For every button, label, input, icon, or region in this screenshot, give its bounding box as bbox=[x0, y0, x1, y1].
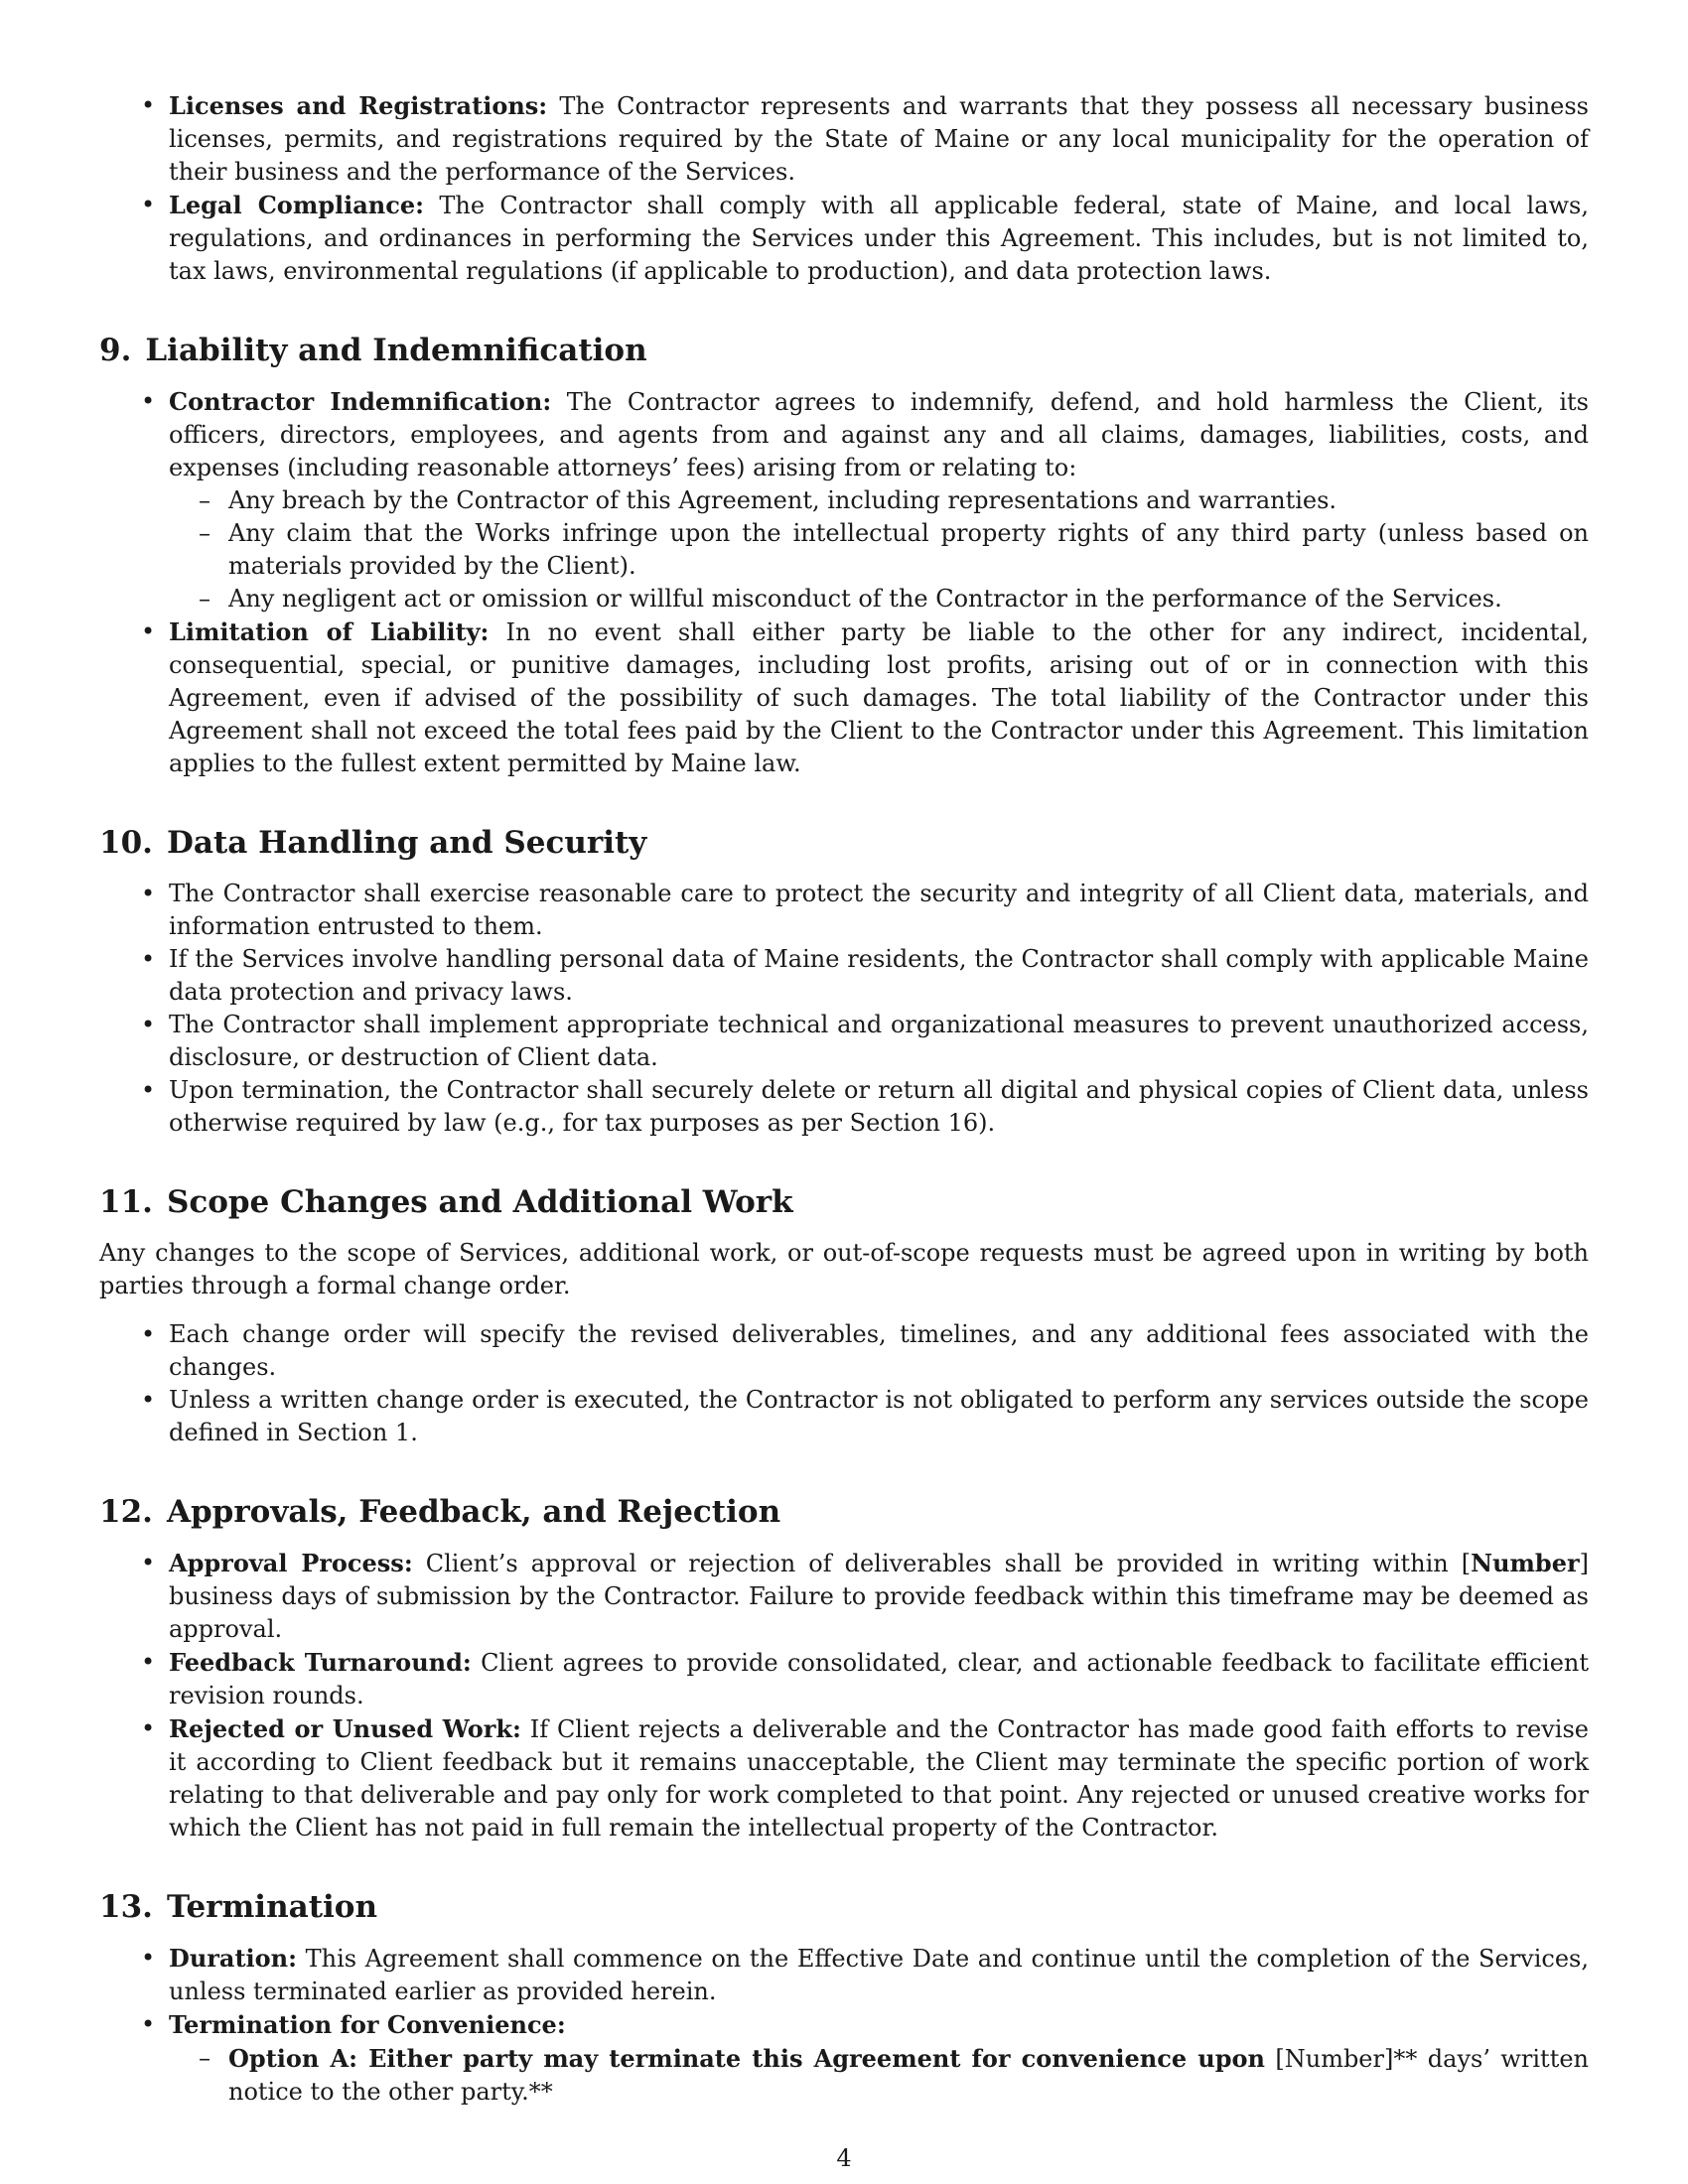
item-text: [Number]** days’ written notice to the other party.** bbox=[228, 2045, 1589, 2106]
list-item bbox=[99, 1547, 1589, 1646]
list-item bbox=[99, 1942, 1589, 2008]
item-label: Feedback Turnaround: bbox=[169, 1648, 472, 1677]
list-item: • Each change order will specify the revised deliverables, timelines, and any additional fees associated with the changes. bbox=[99, 1318, 1589, 1384]
item-label: Legal Compliance: bbox=[169, 191, 424, 219]
section-number: 11. bbox=[99, 1184, 153, 1220]
item-text: In no event shall either party be liable to the other for any indirect, incidental, consequential, special, or punitive damages, including lost profits, arising out of or in connection with this Agreement, even if advised of the possibility of such damages. The total liability of the Contractor under this Agreement shall not exceed the total fees paid by the Client to the Contractor under this Agreement. This limitation applies to the fullest extent permitted by Maine law. bbox=[169, 618, 1589, 777]
section-title: Data Handling and Security bbox=[166, 825, 647, 861]
item-label: Rejected or Unused Work: bbox=[169, 1714, 521, 1743]
item-text: Client agrees to provide consolidated, clear, and actionable feedback to facilitate efficient revision rounds. bbox=[169, 1649, 1589, 1709]
item-text: The Contractor agrees to indemnify, defend, and hold harmless the Client, its officers, directors, employees, and agents from and against any and all claims, damages, liabilities, costs, and expenses (including reasonable attorneys’ fees) arising from or relating to: bbox=[169, 388, 1589, 481]
section-number: 9. bbox=[99, 333, 132, 368]
list-item bbox=[99, 189, 1589, 288]
page-number: 4 bbox=[836, 2144, 852, 2172]
section-number: 13. bbox=[99, 1889, 153, 1925]
section-title: Approvals, Feedback, and Rejection bbox=[166, 1494, 781, 1530]
section-8-list bbox=[99, 89, 1589, 288]
section-heading-10 bbox=[99, 824, 1589, 862]
document-page bbox=[99, 89, 1589, 2109]
item-label: Duration: bbox=[169, 1944, 297, 1973]
section-heading-11 bbox=[99, 1183, 1589, 1221]
item-label: Limitation of Liability: bbox=[169, 617, 490, 646]
sub-list bbox=[169, 2042, 1589, 2109]
item-text: Client’s approval or rejection of deliverables shall be provided in writing within [ bbox=[412, 1550, 1472, 1577]
item-text: If Client rejects a deliverable and the Contractor has made good faith efforts to revise it according to Client feedback but it remains unacceptable, the Client may terminate the specific portion of work relating to that deliverable and pay only for work completed to that point. Any rejected or unused creative works for which the Client has not paid in full remain the intellectual property of the Contractor. bbox=[169, 1715, 1589, 1842]
item-text: This Agreement shall commence on the Effective Date and continue until the completion of the Services, unless terminated earlier as provided herein. bbox=[169, 1945, 1589, 2005]
list-item: • The Contractor shall exercise reasonable care to protect the security and integrity of all Client data, materials, and information entrusted to them. bbox=[99, 878, 1589, 943]
item-label: Contractor Indemnification: bbox=[169, 387, 552, 416]
section-11-list bbox=[99, 1318, 1589, 1449]
sub-list-item: – Any negligent act or omission or willful misconduct of the Contractor in the performance of the Services. bbox=[169, 583, 1589, 615]
item-text: The Contractor represents and warrants that they possess all necessary business licenses, permits, and registrations required by the State of Maine or any local municipality for the operation of their business and the performance of the Services. bbox=[169, 92, 1589, 186]
section-heading-12 bbox=[99, 1493, 1589, 1531]
list-item: • The Contractor shall implement appropriate technical and organizational measures to prevent unauthorized access, disclosure, or destruction of Client data. bbox=[99, 1009, 1589, 1074]
list-item bbox=[99, 385, 1589, 615]
list-item bbox=[99, 1646, 1589, 1712]
sub-list-item: – Any breach by the Contractor of this Agreement, including representations and warranties. bbox=[169, 484, 1589, 517]
list-item: • Upon termination, the Contractor shall securely delete or return all digital and physical copies of Client data, unless otherwise required by law (e.g., for tax purposes as per Section 16). bbox=[99, 1074, 1589, 1140]
section-heading-9 bbox=[99, 332, 1589, 369]
list-item: • Unless a written change order is executed, the Contractor is not obligated to perform any services outside the scope defined in Section 1. bbox=[99, 1384, 1589, 1449]
item-text: The Contractor shall comply with all applicable federal, state of Maine, and local laws, regulations, and ordinances in performing the Services under this Agreement. This includes, but is not limited to, tax laws, environmental regulations (if applicable to production), and data protection laws. bbox=[169, 192, 1590, 285]
sub-list-item bbox=[169, 2042, 1589, 2109]
placeholder-number: Number bbox=[1471, 1549, 1580, 1577]
item-label: Option A: Either party may terminate this Agreement for convenience upon bbox=[228, 2044, 1265, 2073]
sub-list bbox=[169, 484, 1589, 615]
item-label: Termination for Convenience: bbox=[169, 2010, 566, 2039]
section-10-list bbox=[99, 878, 1589, 1140]
item-label: Approval Process: bbox=[169, 1549, 413, 1577]
section-12-list bbox=[99, 1547, 1589, 1844]
list-item: • If the Services involve handling personal data of Maine residents, the Contractor shall comply with applicable Maine data protection and privacy laws. bbox=[99, 943, 1589, 1009]
list-item bbox=[99, 89, 1589, 189]
item-label: Licenses and Registrations: bbox=[169, 91, 548, 120]
section-intro: Any changes to the scope of Services, additional work, or out-of-scope requests must be agreed upon in writing by both parties through a formal change order. bbox=[99, 1239, 1589, 1299]
section-number: 10. bbox=[99, 825, 153, 861]
list-item bbox=[99, 2008, 1589, 2109]
section-number: 12. bbox=[99, 1494, 153, 1530]
section-13-list bbox=[99, 1942, 1589, 2109]
list-item bbox=[99, 1712, 1589, 1844]
list-item bbox=[99, 615, 1589, 780]
sub-list-item: – Any claim that the Works infringe upon the intellectual property rights of any third party (unless based on materials provided by the Client). bbox=[169, 517, 1589, 583]
section-title: Termination bbox=[166, 1889, 378, 1925]
section-title: Liability and Indemnification bbox=[145, 333, 647, 368]
section-title: Scope Changes and Additional Work bbox=[166, 1184, 793, 1220]
section-heading-13 bbox=[99, 1888, 1589, 1926]
section-9-list bbox=[99, 385, 1589, 780]
item-text: ] business days of submission by the Contractor. Failure to provide feedback within this timeframe may be deemed as approval. bbox=[169, 1550, 1589, 1643]
